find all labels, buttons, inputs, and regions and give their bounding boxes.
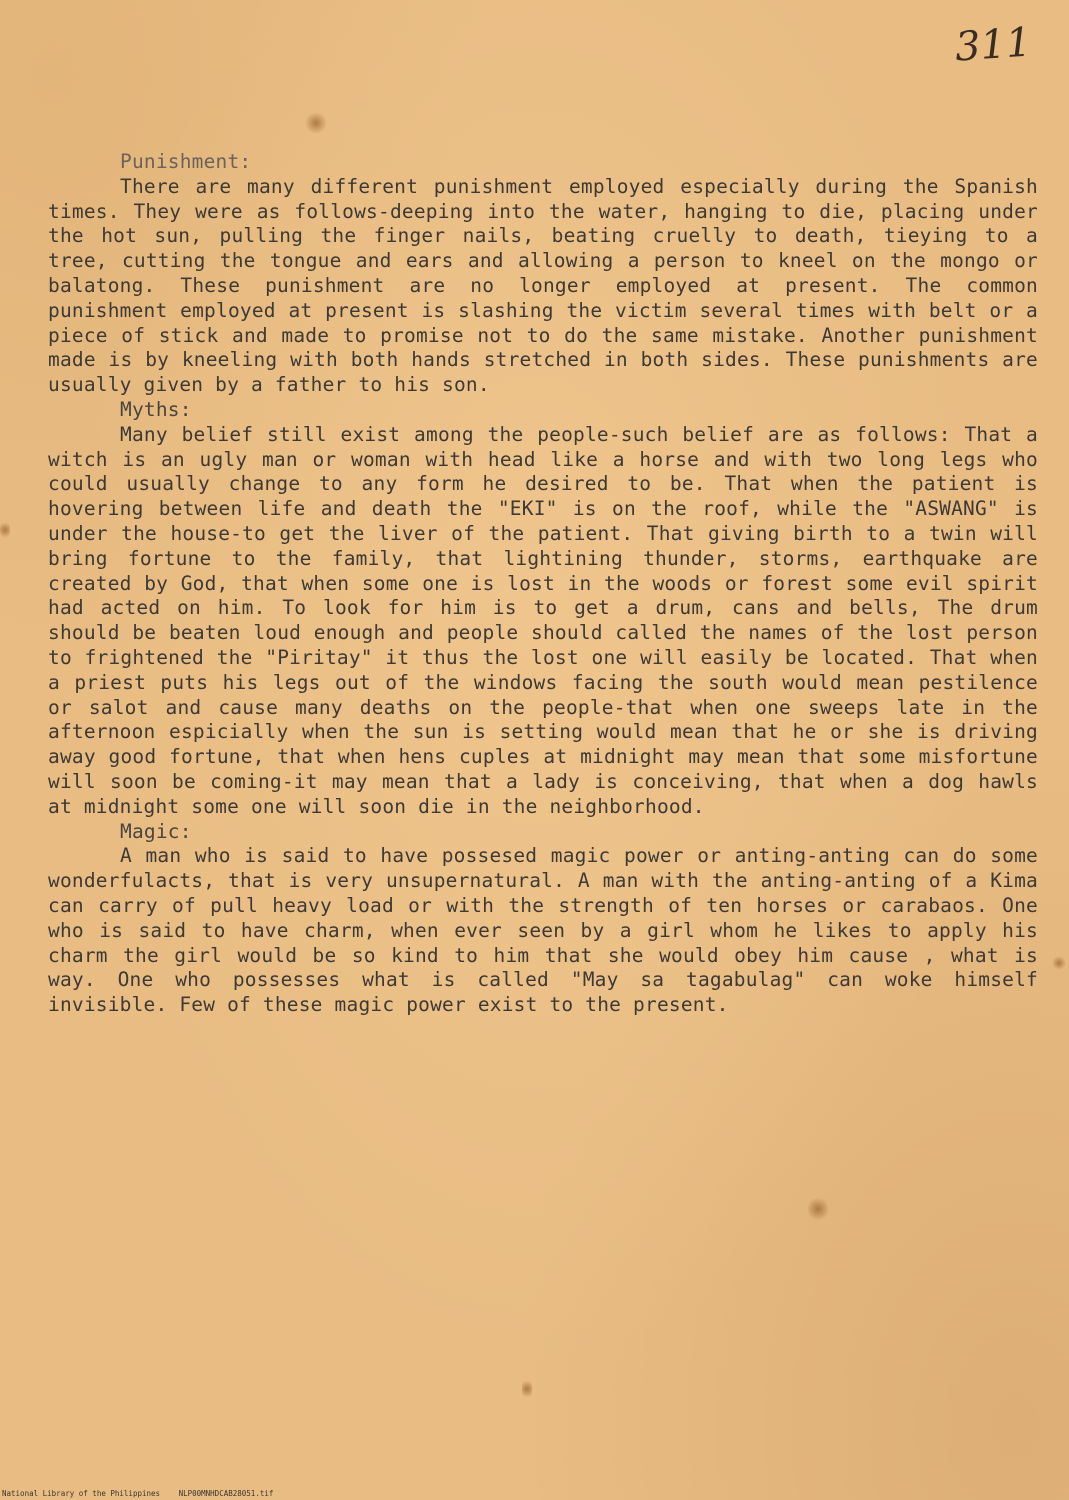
stain-mark	[1052, 956, 1066, 970]
stain-mark	[0, 520, 10, 540]
stain-mark	[808, 1196, 828, 1222]
section-punishment	[48, 150, 1038, 398]
section-heading: Magic:	[120, 819, 192, 843]
stain-mark	[522, 1378, 532, 1400]
section-heading: Myths:	[120, 397, 192, 421]
section-myths	[48, 398, 1038, 820]
footer-file-id: NLP00MNHDCAB28051.tif	[178, 1489, 274, 1498]
typed-document-body	[48, 150, 1038, 1018]
section-heading: Punishment:	[120, 150, 252, 173]
section-paragraph: There are many different punishment employed especially during the Spanish times. They were as follows-deeping into the water, hanging to die, placing under the hot sun, pulling the finger nails, beating cruelly to death, tieying to a tree, cutting the tongue and ears and allowing a person to kneel on the mongo or balatong. These punishment are no longer employed at present. The common punishment employed at present is slashing the victim several times with belt or a piece of stick and made to promise not to do the same mistake. Another punishment made is by kneeling with both hands stretched in both sides. These punishments are usually given by a father to his son.	[48, 174, 1038, 397]
footer-library: National Library of the Philippines	[2, 1489, 161, 1498]
section-magic	[48, 820, 1038, 1018]
section-paragraph: Many belief still exist among the people-such belief are as follows: That a witch is an ugly man or woman with head like a horse and with two long legs who could usually change to any form he desired to be. That when the patient is hovering between life and death the "EKI" is on the roof, while the "ASWANG" is under the house-to get the liver of the patient. That giving birth to a twin will bring fortune to the family, that lightining thunder, storms, earthquake are created by God, that when some one is lost in the woods or forest some evil spirit had acted on him. To look for him is to get a drum, cans and bells, The drum should be beaten loud enough and people should called the names of the lost person to frightened the "Piritay" it thus the lost one will easily be located. That when a priest puts his legs out of the windows facing the south would mean pestilence or salot and cause many deaths on the people-that when one sweeps late in the afternoon espicially when the sun is setting would mean that he or she is driving away good fortune, that when hens cuples at midnight may mean that some misfortune will soon be coming-it may mean that a lady is conceiving, that when a dog hawls at midnight some one will soon die in the neighborhood.	[48, 422, 1038, 818]
section-paragraph: A man who is said to have possesed magic power or anting-anting can do some wonderfulacts, that is very unsupernatural. A man with the anting-anting of a Kima can carry of pull heavy load or with the strength of ten horses or carabaos. One who is said to have charm, when ever seen by a girl whom he likes to apply his charm the girl would be so kind to him that she would obey him cause , what is way. One who possesses what is called "May sa tagabulag" can woke himself invisible. Few of these magic power exist to the present.	[48, 844, 1038, 1017]
stain-mark	[305, 112, 327, 134]
page-number: 311	[953, 19, 1033, 71]
scan-footer	[2, 1489, 402, 1498]
